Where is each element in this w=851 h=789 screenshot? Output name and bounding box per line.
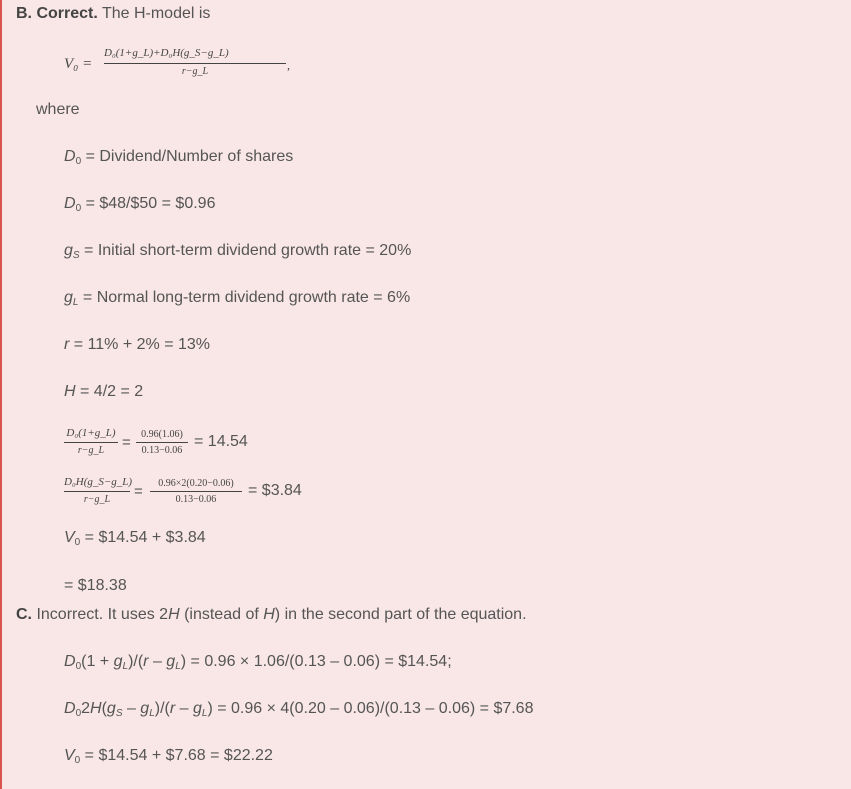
formula-lhs: V₀ = <box>64 56 93 72</box>
text: ( <box>101 700 107 717</box>
calc2-numerator-values: 0.96×2(0.20−0.06) <box>158 478 234 489</box>
symbol-v: V <box>64 529 75 546</box>
symbol-v: V <box>64 747 75 764</box>
definition-h <box>64 382 143 402</box>
formula-comma: , <box>287 58 290 72</box>
text: – <box>122 700 141 717</box>
definition-text: = 4/2 = 2 <box>75 383 144 400</box>
definition-text: = 11% + 2% = 13% <box>69 336 211 353</box>
option-b-header <box>16 4 210 24</box>
text: ) = 0.96 × 4(0.20 – 0.06)/(0.13 – 0.06) = $7.68 <box>207 700 534 717</box>
symbol-g: g <box>64 242 73 259</box>
calc1-denominator: r−g_L <box>77 445 105 456</box>
definition-gl <box>64 288 410 308</box>
calc2-bar-values <box>150 491 242 492</box>
calc1-numerator: D₀(1+g_L) <box>66 427 116 439</box>
symbol-d: D <box>64 700 76 717</box>
symbol-r: r <box>169 700 176 717</box>
symbol-g: g <box>106 700 116 717</box>
c-calc-line-2 <box>64 699 533 719</box>
definition-r <box>64 335 210 355</box>
calc1-equals: = <box>122 434 131 451</box>
symbol-r: r <box>143 653 149 670</box>
symbol-r: r <box>64 336 70 353</box>
h-model-formula <box>64 44 290 84</box>
text: = $14.54 + $7.68 = $22.22 <box>80 747 273 764</box>
formula-numerator: D₀(1+g_L)+D₀H(g_S−g_L) <box>104 47 229 59</box>
symbol-h: H <box>168 606 180 623</box>
symbol-g: g <box>140 700 150 717</box>
symbol-h: H <box>90 700 102 717</box>
text: 2 <box>81 700 91 717</box>
calc2-equals: = <box>134 483 143 500</box>
calc2-denominator: r−g_L <box>83 494 111 505</box>
subscript: L <box>149 708 155 719</box>
calc2-denominator-values: 0.13−0.06 <box>175 494 217 505</box>
option-c-text: ) in the second part of the equation. <box>274 606 527 623</box>
option-c-text: (instead of <box>179 606 264 623</box>
c-calc-line-3 <box>64 746 273 766</box>
subscript: 0 <box>74 537 81 548</box>
v0-sum-text: = $14.54 + $3.84 <box>80 529 206 546</box>
definition-text: = Initial short-term dividend growth rate = 20% <box>79 242 412 259</box>
option-c-line <box>16 605 527 625</box>
symbol-g: g <box>166 653 176 670</box>
v0-sum-line <box>64 528 206 548</box>
calc1-denominator-values: 0.13−0.06 <box>141 445 183 456</box>
symbol-g: g <box>64 289 73 306</box>
subscript: 0 <box>75 156 82 167</box>
calc1-bar <box>64 442 118 443</box>
subscript: 0 <box>74 755 81 766</box>
text: )/( <box>128 653 144 670</box>
symbol-g: g <box>113 653 123 670</box>
definition-d0-dividend <box>64 147 293 167</box>
subscript: L <box>175 661 181 672</box>
subscript: L <box>201 708 208 719</box>
text: )/( <box>154 700 170 717</box>
v0-result-line: = $18.38 <box>64 577 127 594</box>
subscript: 0 <box>75 203 82 214</box>
option-b-text: The H-model is <box>101 5 211 22</box>
formula-denominator: r−g_L <box>181 66 209 77</box>
calc1-bar-values <box>136 442 188 443</box>
definition-text: = $48/$50 = $0.96 <box>81 195 216 212</box>
symbol-d: D <box>64 148 76 165</box>
symbol-h: H <box>64 383 76 400</box>
definition-text: = Normal long-term dividend growth rate = 6% <box>78 289 411 306</box>
text: (1 + <box>81 653 114 670</box>
option-c-label: C. <box>16 606 32 623</box>
symbol-d: D <box>64 653 76 670</box>
subscript: 0 <box>75 708 82 719</box>
symbol-d: D <box>64 195 76 212</box>
where-label: where <box>36 101 80 118</box>
calc2-result: = $3.84 <box>248 482 302 499</box>
calc2-bar <box>64 491 130 492</box>
symbol-g: g <box>193 700 202 717</box>
symbol-h: H <box>263 606 275 623</box>
calc-first-term <box>64 425 264 461</box>
subscript: S <box>115 708 123 719</box>
definition-text: = Dividend/Number of shares <box>81 148 294 165</box>
definition-d0-value <box>64 194 215 214</box>
subscript: S <box>72 250 80 261</box>
calc1-numerator-values: 0.96(1.06) <box>141 429 183 440</box>
formula-fraction-bar <box>104 63 286 64</box>
subscript: L <box>72 297 79 308</box>
definition-gs <box>64 241 411 261</box>
subscript: L <box>122 661 129 672</box>
calc-second-term <box>64 474 324 510</box>
c-calc-line-1 <box>64 652 452 672</box>
subscript: 0 <box>75 661 82 672</box>
calc1-result: = 14.54 <box>194 433 248 450</box>
text: ) = 0.96 × 1.06/(0.13 – 0.06) = $14.54; <box>180 653 452 670</box>
option-b-label: B. Correct. <box>16 5 98 22</box>
text: – <box>148 653 167 670</box>
text: – <box>175 700 193 717</box>
calc2-numerator: D₀H(g_S−g_L) <box>64 476 133 488</box>
option-c-text: Incorrect. It uses 2 <box>32 606 169 623</box>
